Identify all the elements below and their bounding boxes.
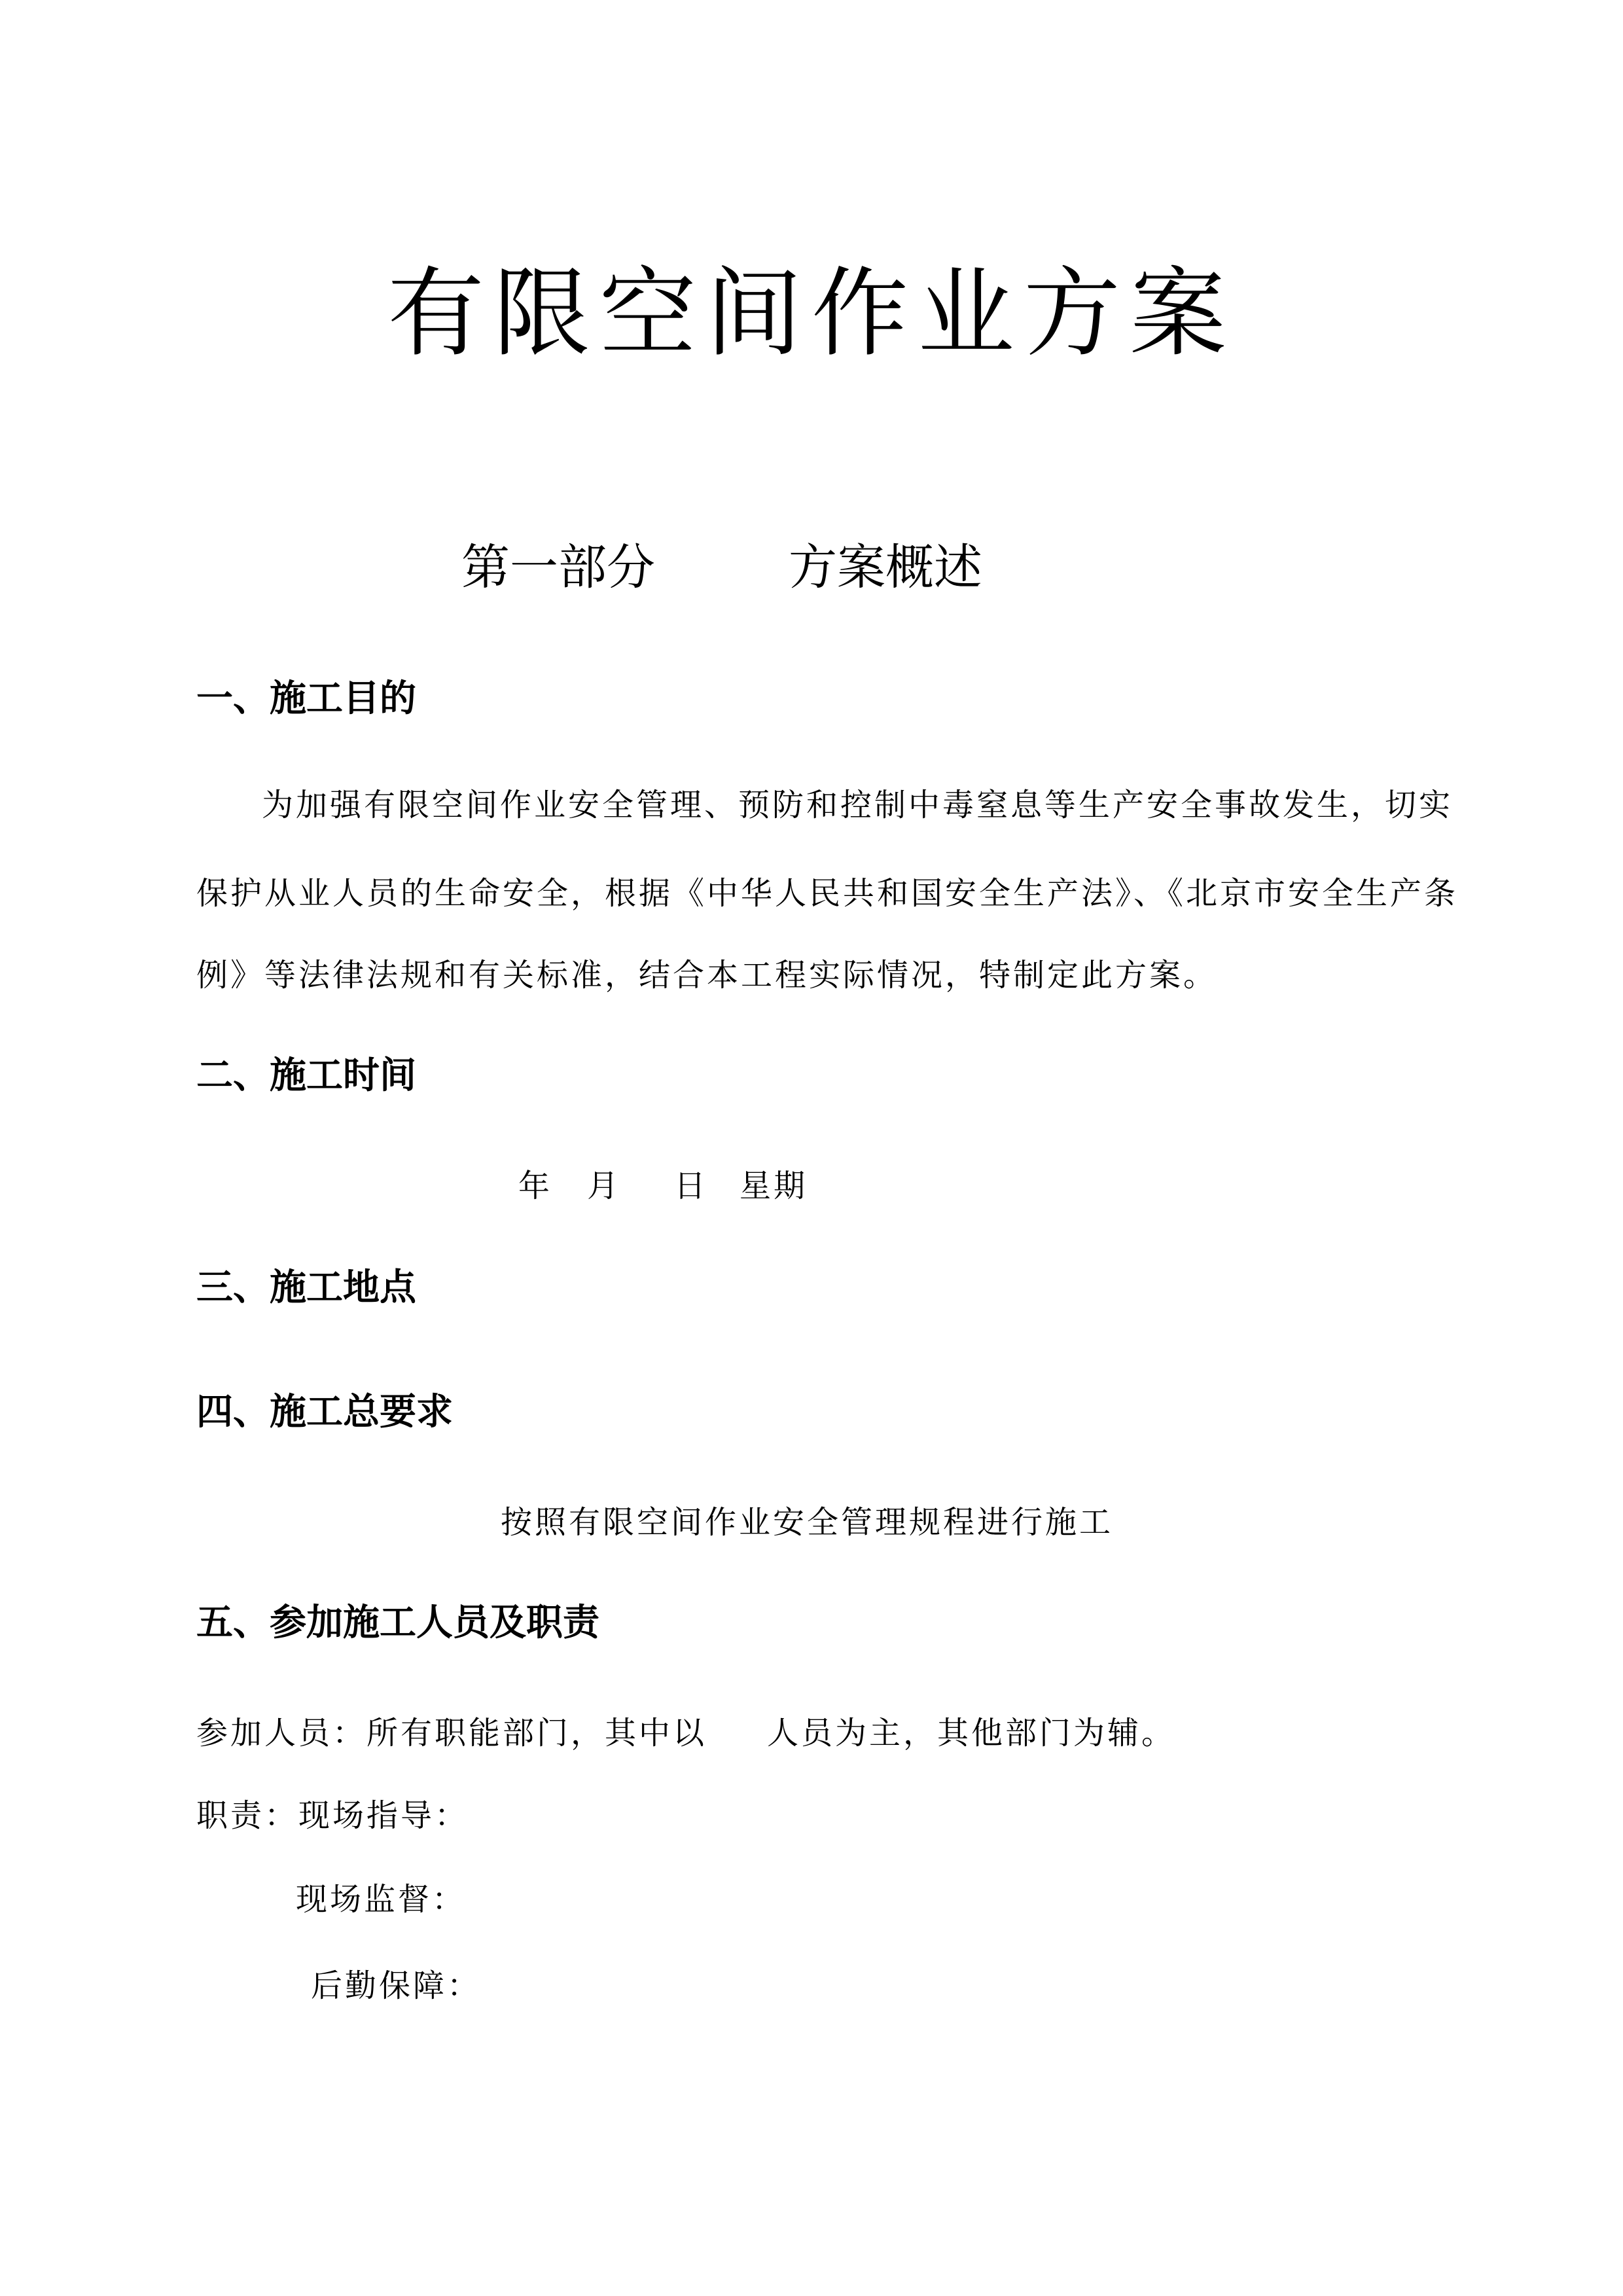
part-name: 方案概述 [789,539,982,596]
document-title: 有限空间作业方案 [387,257,1236,370]
duty-logistics-support: 后勤保障： [311,1967,482,2004]
purpose-paragraph-line-1: 为加强有限空间作业安全管理、预防和控制中毒窒息等生产安全事故发生，切实 [262,787,1454,823]
duties-line [196,1797,469,1834]
section-heading-purpose: 一、施工目的 [196,677,416,720]
purpose-paragraph-line-2: 保护从业人员的生命安全，根据《中华人民共和国安全生产法》、《北京市安全生产条 [196,875,1459,912]
date-month: 月 [587,1168,622,1204]
section-heading-location: 三、施工地点 [196,1266,416,1309]
purpose-paragraph-line-3: 例》等法律法规和有关标准，结合本工程实际情况，特制定此方案。 [196,957,1218,994]
duty-onsite-guidance: 现场指导： [298,1797,469,1834]
participants-prefix: 参加人员：所有职能部门，其中以 [196,1715,707,1751]
participants-suffix: 人员为主，其他部门为辅。 [767,1715,1176,1751]
section-heading-personnel: 五、参加施工人员及职责 [196,1602,599,1644]
section-heading-time: 二、施工时间 [196,1054,416,1097]
date-year: 年 [518,1168,553,1204]
part-label: 第一部分 [461,539,655,596]
participants-line [196,1717,1440,1757]
date-weekday: 星期 [740,1168,808,1204]
date-day: 日 [674,1168,709,1204]
construction-date [0,1170,1623,1210]
requirements-text: 按照有限空间作业安全管理规程进行施工 [501,1504,1114,1541]
section-heading-requirements: 四、施工总要求 [196,1391,453,1433]
duty-onsite-supervision: 现场监督： [296,1881,467,1918]
duties-label: 职责： [196,1797,299,1834]
